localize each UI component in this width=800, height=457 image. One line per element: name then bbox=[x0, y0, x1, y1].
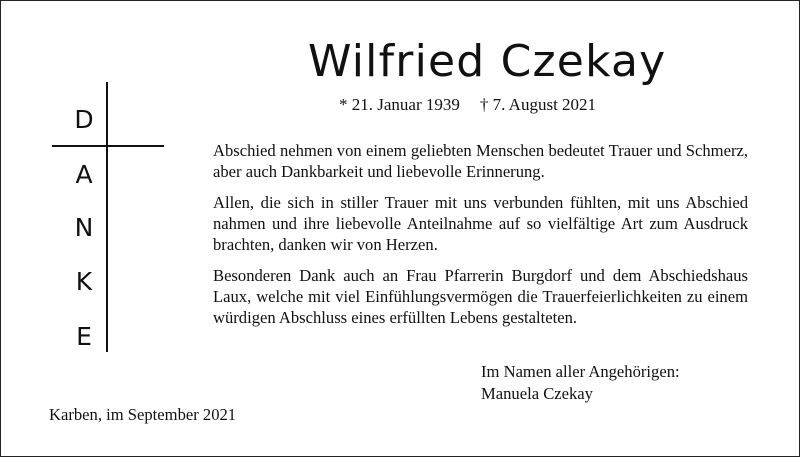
birth-date: * 21. Januar 1939 bbox=[339, 95, 460, 114]
death-date: † 7. August 2021 bbox=[479, 95, 597, 114]
message-body bbox=[213, 140, 748, 338]
danke-letter-d: D bbox=[74, 105, 94, 134]
danke-letter-e: E bbox=[76, 322, 92, 351]
signature-block bbox=[481, 361, 680, 405]
paragraph-1: Abschied nehmen von einem geliebten Menschen bedeutet Trauer und Schmerz, aber auch Dankbarkeit und liebevolle Erinnerung. bbox=[213, 141, 748, 181]
life-dates bbox=[339, 94, 596, 116]
deceased-name: Wilfried Czekay bbox=[308, 36, 667, 87]
danke-letter-a: A bbox=[75, 160, 93, 189]
place-date: Karben, im September 2021 bbox=[49, 405, 237, 424]
signature-intro: Im Namen aller Angehörigen: bbox=[481, 362, 680, 381]
danke-letter-n: N bbox=[74, 213, 94, 242]
paragraph-3: Besonderen Dank auch an Frau Pfarrerin Burgdorf und dem Abschiedshaus Laux, welche mit viel Einfühlungsvermögen die Trauerfeierlichkeiten zu einem würdigen Abschluss eines erfüllten Lebens gestalteten. bbox=[213, 266, 748, 327]
cross-horizontal-bar bbox=[52, 145, 164, 147]
signature-name: Manuela Czekay bbox=[481, 384, 593, 403]
cross-vertical-bar bbox=[106, 82, 108, 352]
danke-letter-k: K bbox=[75, 267, 93, 296]
paragraph-2: Allen, die sich in stiller Trauer mit uns verbunden fühlten, mit uns Abschied nahmen und ihre liebevolle Anteilnahme auf so vielfältige Art zum Ausdruck brachten, danken wir von Herzen. bbox=[213, 193, 748, 254]
